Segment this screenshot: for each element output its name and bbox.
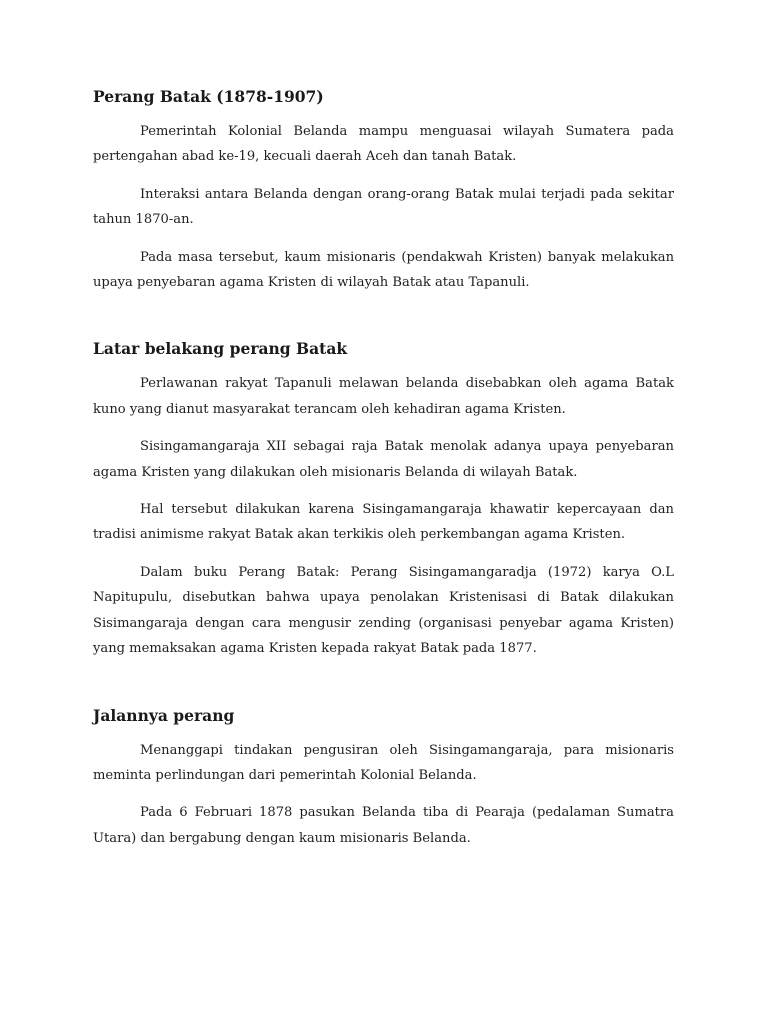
section-heading: Jalannya perang (93, 705, 235, 725)
paragraph: Pemerintah Kolonial Belanda mampu menguasai wilayah Sumatera pada pertengahan abad ke-19, kecuali daerah Aceh dan tanah Batak. (93, 124, 674, 165)
section-perang-batak (93, 84, 674, 295)
document-page (93, 84, 674, 863)
paragraph: Pada 6 Februari 1878 pasukan Belanda tiba di Pearaja (pedalaman Sumatra Utara) dan bergabung dengan kaum misionaris Belanda. (93, 805, 674, 846)
section-latar-belakang (93, 336, 674, 661)
section-jalannya-perang (93, 703, 674, 852)
paragraph: Sisingamangaraja XII sebagai raja Batak menolak adanya upaya penyebaran agama Kristen yang dilakukan oleh misionaris Belanda di wilayah Batak. (93, 439, 674, 480)
paragraph: Interaksi antara Belanda dengan orang-orang Batak mulai terjadi pada sekitar tahun 1870-an. (93, 186, 674, 228)
section-heading: Latar belakang perang Batak (93, 339, 348, 359)
paragraph: Perlawanan rakyat Tapanuli melawan belanda disebabkan oleh agama Batak kuno yang dianut masyarakat terancam oleh kehadiran agama Kristen. (93, 376, 674, 417)
section-heading: Perang Batak (1878-1907) (93, 87, 324, 106)
paragraph: Pada masa tersebut, kaum misionaris (pendakwah Kristen) banyak melakukan upaya penyebaran agama Kristen di wilayah Batak atau Tapanuli. (93, 249, 674, 291)
paragraph: Dalam buku Perang Batak: Perang Sisingamangaradja (1972) karya O.L Napitupulu, disebutkan bahwa upaya penolakan Kristenisasi di Batak dilakukan Sisimangaraja dengan cara mengusir zending (organisasi penyebar agama Kristen) yang memaksakan agama Kristen kepada rakyat Batak pada 1877. (93, 564, 674, 657)
paragraph: Hal tersebut dilakukan karena Sisingamangaraja khawatir kepercayaan dan tradisi animisme rakyat Batak akan terkikis oleh perkembangan agama Kristen. (93, 502, 674, 543)
paragraph: Menanggapi tindakan pengusiran oleh Sisingamangaraja, para misionaris meminta perlindungan dari pemerintah Kolonial Belanda. (93, 742, 674, 783)
